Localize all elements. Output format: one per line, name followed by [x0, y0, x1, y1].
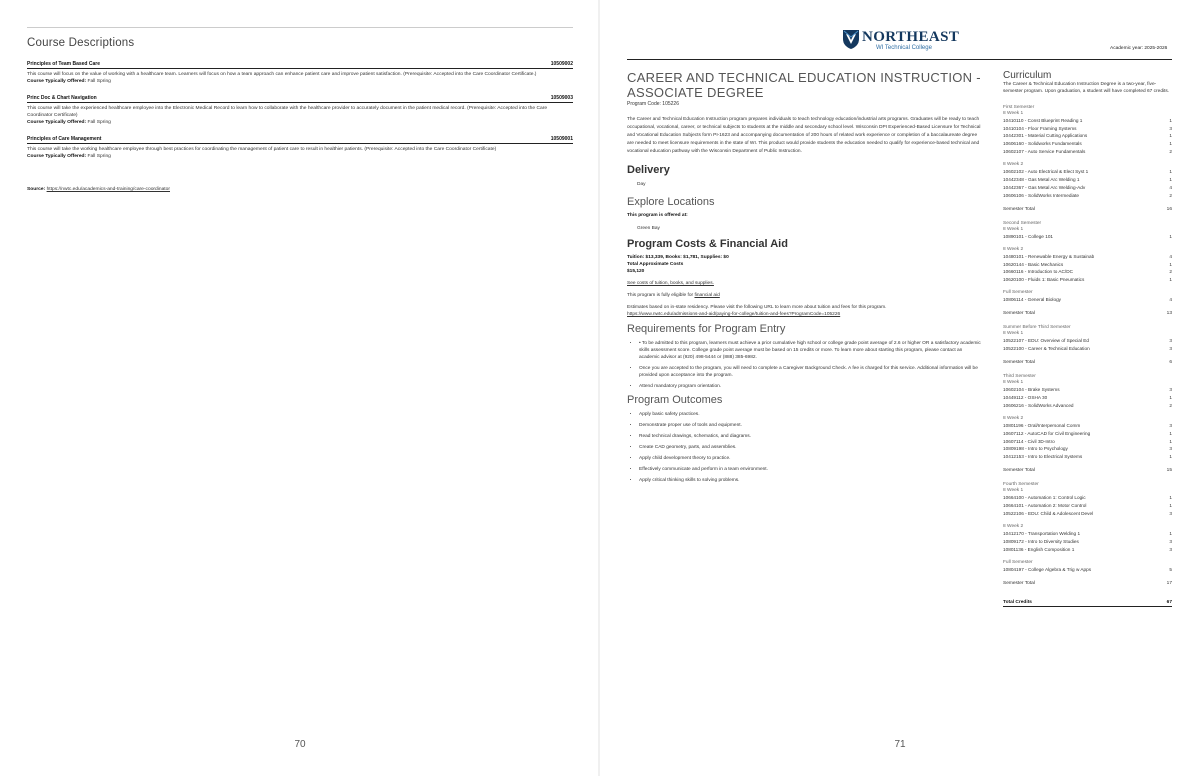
- course-offered: [27, 119, 573, 126]
- course-title: 10412170 - Transportation Welding 1: [1003, 530, 1081, 536]
- semester-total-row: [1003, 360, 1172, 365]
- costs-line: Tuition: $13,339, Books: $1,781, Supplies: $0: [627, 254, 729, 260]
- course-list: [27, 61, 573, 170]
- outcome-item: • Read technical drawings, schematics, and diagrams.: [639, 433, 983, 440]
- semester: [1003, 105, 1172, 212]
- course-title: 10620144 - Basic Mechanics: [1003, 261, 1064, 267]
- curriculum-course-row: [1003, 184, 1172, 192]
- course-title: 10660116 - Introduction to AC/DC: [1003, 269, 1074, 275]
- course-title: 10664100 - Automation 1: Control Logic: [1003, 495, 1086, 501]
- semester-total-value: 6: [1169, 360, 1172, 365]
- course-entry: [27, 61, 573, 85]
- shield-icon: [842, 28, 860, 50]
- outcomes-heading: Program Outcomes: [627, 393, 723, 406]
- semester: [1003, 325, 1172, 365]
- course-name: Principles of Care Management: [27, 136, 102, 142]
- course-credits: 3: [1169, 538, 1172, 544]
- outcome-item: • Demonstrate proper use of tools and equipment.: [639, 422, 983, 429]
- course-title: 10809172 - Intro to Diversity Studies: [1003, 538, 1079, 544]
- course-credits: 1: [1169, 495, 1172, 501]
- outcome-item: • Apply critical thinking skills to solving problems.: [639, 477, 983, 484]
- curriculum-course-row: [1003, 125, 1172, 133]
- curriculum-course-row: [1003, 538, 1172, 546]
- semester-total-value: 17: [1166, 580, 1172, 586]
- outcome-item: • Effectively communicate and perform in a team environment.: [639, 466, 983, 473]
- curriculum-course-row: [1003, 422, 1172, 430]
- course-title: 10801136 - English Composition 1: [1003, 546, 1075, 552]
- logo-name: NORTHEAST: [862, 29, 960, 45]
- course-credits: 1: [1169, 438, 1172, 444]
- offered-value: Fall Spring: [87, 120, 111, 125]
- course-credits: 2: [1169, 402, 1172, 408]
- course-offered: [27, 153, 573, 160]
- semester: [1003, 374, 1172, 473]
- term-block: [1003, 488, 1172, 518]
- course-credits: 3: [1169, 511, 1172, 517]
- course-credits: 3: [1169, 546, 1172, 552]
- course-credits: 3: [1169, 446, 1172, 452]
- costs-heading: Program Costs & Financial Aid: [627, 237, 788, 250]
- curriculum-title: Curriculum: [1003, 70, 1052, 81]
- source-link[interactable]: https://nwtc.edu/academics-and-training/care-coordinator: [46, 187, 170, 192]
- header-rule: [627, 59, 1172, 60]
- course-code: 10509002: [550, 61, 573, 67]
- right-page: [600, 0, 1200, 776]
- curriculum-course-row: [1003, 192, 1172, 200]
- course-credits: 3: [1169, 346, 1172, 352]
- course-title: 10606216 - SolidWorks Advanced: [1003, 402, 1074, 408]
- delivery-value: Day: [637, 181, 646, 187]
- page-number: 70: [294, 739, 306, 750]
- location-value: Green Bay: [637, 225, 660, 231]
- course-title: 10606160 - Solidworks Fundamentals: [1003, 141, 1082, 147]
- course-title: 10480101 - Renewable Energy & Sustainab: [1003, 253, 1095, 259]
- curriculum-intro: The Career & Technical Education Instruction Degree is a two-year, five-semester program. Upon graduation, a student will have completed 67 credits.: [1003, 82, 1170, 94]
- curriculum-course-row: [1003, 233, 1172, 241]
- semester-total-value: 15: [1166, 468, 1172, 474]
- tuition-url[interactable]: https://www.nwtc.edu/admissions-and-aid/paying-for-college/tuition-and-fees?ProgramCode=105226: [627, 311, 841, 317]
- outcome-item: • Apply child development theory to practice.: [639, 455, 983, 462]
- course-title: 10607114 - Civil 3D-Intro: [1003, 438, 1055, 444]
- delivery-heading: Delivery: [627, 163, 670, 176]
- term-block: [1003, 416, 1172, 462]
- course-credits: 1: [1169, 141, 1172, 147]
- curriculum-course-row: [1003, 494, 1172, 502]
- curriculum-course-row: [1003, 117, 1172, 125]
- total-credits-row: [1003, 600, 1172, 607]
- left-page: [0, 0, 598, 776]
- financial-aid-text: This program is fully eligible for: [627, 292, 694, 298]
- curriculum-course-row: [1003, 445, 1172, 453]
- estimate-text: Estimates based on in-state residency. Please visit the following URL to learn more about tuition and fees for this program.: [627, 304, 887, 310]
- term-label: 8 Week 2: [1003, 523, 1024, 529]
- course-credits: 3: [1169, 387, 1172, 392]
- course-header: [27, 95, 573, 103]
- term-block: [1003, 524, 1172, 554]
- curriculum-course-row: [1003, 510, 1172, 518]
- course-credits: 1: [1169, 133, 1172, 139]
- course-entry: [27, 95, 573, 126]
- course-title: 10442367 - Gas Metal Arc Welding-Adv: [1003, 184, 1086, 190]
- course-title: 10620100 - Fluids 1: Basic Pneumatics: [1003, 277, 1085, 283]
- curriculum-course-row: [1003, 148, 1172, 156]
- course-title: 10801196 - Oral/Interpersonal Comm: [1003, 422, 1081, 428]
- course-title: 10410104 - Floor Framing Systems: [1003, 125, 1077, 131]
- requirement-item: • Once you are accepted to the program, you will need to complete a Caregiver Background Check. A fee is charged for this service. Additional information will be provided upon acceptance into the program.: [639, 365, 983, 379]
- semester-total-label: Semester Total: [1003, 360, 1035, 365]
- semester-total-row: [1003, 311, 1172, 316]
- curriculum-course-row: [1003, 296, 1172, 304]
- course-title: 10809198 - Intro to Psychology: [1003, 446, 1068, 452]
- curriculum-course-row: [1003, 345, 1172, 353]
- outcomes-list: [627, 411, 983, 484]
- course-header: [27, 61, 573, 69]
- course-credits: 1: [1169, 530, 1172, 536]
- course-credits: 1: [1169, 277, 1172, 283]
- course-credits: 2: [1169, 269, 1172, 275]
- semester-total-value: 16: [1166, 206, 1172, 212]
- semester-name: First Semester: [1003, 104, 1035, 110]
- requirement-item: • Attend mandatory program orientation.: [639, 383, 983, 390]
- source-label: Source:: [27, 187, 46, 192]
- course-title: 10606106 - SolidWorks Intermediate: [1003, 192, 1079, 198]
- course-title: 10522100 - Career & Technical Education: [1003, 346, 1090, 352]
- semester-name: Summer Before Third Semester: [1003, 325, 1071, 331]
- course-credits: 3: [1169, 338, 1172, 344]
- term-label: 8 Week 1: [1003, 488, 1024, 494]
- curriculum-course-row: [1003, 502, 1172, 510]
- term-block: [1003, 111, 1172, 157]
- semester-name: Third Semester: [1003, 374, 1036, 379]
- locations-heading: Explore Locations: [627, 195, 715, 208]
- course-title: 10410110 - Const Blueprint Reading 1: [1003, 117, 1083, 123]
- course-descriptions-title: Course Descriptions: [27, 37, 135, 49]
- outcome-item: • Apply basic safety practices.: [639, 411, 983, 418]
- course-header: [27, 136, 573, 144]
- semester-total-row: [1003, 468, 1172, 473]
- course-credits: 1: [1169, 117, 1172, 123]
- curriculum-course-row: [1003, 453, 1172, 461]
- curriculum-course-row: [1003, 566, 1172, 574]
- semester-total-label: Semester Total: [1003, 468, 1035, 474]
- total-credits-value: 67: [1166, 599, 1172, 605]
- course-credits: 2: [1169, 149, 1172, 155]
- term-block: [1003, 560, 1172, 574]
- curriculum-course-row: [1003, 253, 1172, 261]
- semester-total-label: Semester Total: [1003, 206, 1035, 212]
- term-block: [1003, 380, 1172, 410]
- course-credits: 1: [1169, 261, 1172, 267]
- course-description: This course will take the working healthcare employee through best practices for coordinating the management of patient care to result in healthier patients. (Prerequisite: Accepted into the Care Coordinator Certificate): [27, 147, 497, 152]
- semester: [1003, 221, 1172, 316]
- course-code: 10509003: [550, 95, 573, 101]
- semester-total-label: Semester Total: [1003, 580, 1035, 586]
- total-credits-label: Total Credits: [1003, 599, 1032, 605]
- program-main-column: [627, 70, 983, 488]
- requirement-item: • • To be admitted to this program, learners must achieve a prior cumulative high school or college grade point average of 2.6 or higher OR a satisfactory academic skills assessment score. College grade point average must be based on 15 credits or more. To learn more about starting this program, please contact an academic advisor at (920) 498-5444 or (888) 385-6982.: [639, 340, 983, 361]
- program-code: Program Code: 105226: [627, 101, 679, 107]
- semester-name: Second Semester: [1003, 220, 1042, 226]
- curriculum-course-row: [1003, 276, 1172, 284]
- curriculum-course-row: [1003, 140, 1172, 148]
- offered-label: Course Typically Offered:: [27, 154, 87, 159]
- course-title: 10890101 - College 101: [1003, 233, 1054, 239]
- course-title: 10522106 - EDU: Child & Adolescent Devel: [1003, 511, 1094, 517]
- course-credits: 1: [1169, 503, 1172, 509]
- requirements-list: [627, 340, 983, 390]
- course-code: 10509001: [550, 136, 573, 142]
- course-credits: 1: [1169, 233, 1172, 239]
- term-label: 8 Week 1: [1003, 380, 1024, 385]
- costs-link[interactable]: See costs of tuition, books, and supplies.: [627, 280, 714, 286]
- course-name: Princ Doc & Chart Navigation: [27, 95, 97, 101]
- curriculum-course-row: [1003, 337, 1172, 345]
- curriculum-course-row: [1003, 530, 1172, 538]
- semester-total-row: [1003, 207, 1172, 212]
- course-title: 10602104 - Brake Systems: [1003, 387, 1060, 392]
- course-credits: 4: [1169, 253, 1172, 259]
- top-rule: [27, 27, 573, 28]
- course-credits: 1: [1169, 394, 1172, 400]
- offered-label: Course Typically Offered:: [27, 79, 87, 84]
- offered-value: Fall Spring: [87, 79, 111, 84]
- offered-label: Course Typically Offered:: [27, 120, 87, 125]
- course-title: 10412153 - Intro to Electrical Systems: [1003, 454, 1083, 460]
- course-title: 10804197 - College Algebra & Trig w Apps: [1003, 566, 1092, 572]
- term-block: [1003, 227, 1172, 241]
- term-label: 8 Week 2: [1003, 162, 1024, 168]
- curriculum-course-row: [1003, 438, 1172, 446]
- semester-name: Fourth Semester: [1003, 482, 1039, 488]
- term-block: [1003, 290, 1172, 304]
- outcome-item: • Create CAD geometry, parts, and assemblies.: [639, 444, 983, 451]
- degree-title: CAREER AND TECHNICAL EDUCATION INSTRUCTION - ASSOCIATE DEGREE: [627, 70, 981, 100]
- offered-value: Fall Spring: [87, 154, 111, 159]
- course-description: This course will take the experienced healthcare employee into the Electronic Medical Record to learn how to collaborate with the healthcare provider to accurately document in the patient medical record. (Prerequisite: Accepted into the Care Coordinator Certificate): [27, 106, 548, 118]
- curriculum-course-row: [1003, 402, 1172, 410]
- curriculum-column: [1003, 70, 1172, 607]
- curriculum-course-row: [1003, 394, 1172, 402]
- curriculum-course-row: [1003, 261, 1172, 269]
- term-label: Full Semester: [1003, 559, 1033, 565]
- financial-aid-link[interactable]: financial aid: [694, 292, 720, 298]
- curriculum-course-row: [1003, 268, 1172, 276]
- course-title: 10449112 - OSHA 30: [1003, 394, 1048, 400]
- academic-year: Academic year: 2025-2026: [1110, 46, 1168, 51]
- curriculum-course-row: [1003, 168, 1172, 176]
- term-block: [1003, 331, 1172, 353]
- semester-total-row: [1003, 581, 1172, 586]
- semester-total-label: Semester Total: [1003, 311, 1035, 317]
- course-credits: 3: [1169, 422, 1172, 428]
- course-credits: 5: [1169, 566, 1172, 572]
- requirements-heading: Requirements for Program Entry: [627, 322, 786, 335]
- term-label: 8 Week 2: [1003, 246, 1024, 252]
- course-title: 10442301 - Material Cutting Applications: [1003, 133, 1088, 139]
- source-line: [27, 187, 170, 192]
- course-title: 10442348 - Gas Metal Arc Welding 1: [1003, 177, 1080, 183]
- page-number: 71: [894, 739, 906, 750]
- course-description: This course will focus on the value of working with a healthcare team. Learners will focus on how a team approach can enhance patient care and improve patient satisfaction. (Prerequisite: Accepted into the Care Coordinator Certificate.): [27, 72, 537, 77]
- total-cost-label: Total Approximate Costs: [627, 261, 684, 267]
- curriculum-course-row: [1003, 430, 1172, 438]
- course-entry: [27, 136, 573, 160]
- locations-note: This program is offered at:: [627, 212, 688, 218]
- course-credits: 4: [1169, 184, 1172, 190]
- course-credits: 1: [1169, 454, 1172, 460]
- term-label: 8 Week 1: [1003, 331, 1024, 337]
- course-credits: 1: [1169, 430, 1172, 436]
- course-title: 10522107 - EDU: Overview of Special Ed: [1003, 338, 1089, 344]
- curriculum-course-row: [1003, 132, 1172, 140]
- term-block: [1003, 247, 1172, 285]
- course-title: 10602102 - Auto Electrical & Elect Syst 1: [1003, 169, 1089, 175]
- course-credits: 2: [1169, 192, 1172, 198]
- financial-aid-line: [627, 292, 983, 299]
- college-logo: [842, 27, 962, 55]
- term-label: 8 Week 1: [1003, 226, 1024, 232]
- curriculum-course-row: [1003, 386, 1172, 394]
- course-title: 10664101 - Automation 2: Motor Control: [1003, 503, 1087, 509]
- course-credits: 1: [1169, 169, 1172, 175]
- course-name: Principles of Team Based Care: [27, 61, 100, 67]
- curriculum-course-row: [1003, 546, 1172, 554]
- course-title: 10806114 - General Biology: [1003, 297, 1062, 303]
- term-label: 8 Week 2: [1003, 415, 1024, 421]
- curriculum-course-row: [1003, 176, 1172, 184]
- total-cost-value: $15,120: [627, 268, 645, 274]
- course-credits: 3: [1169, 125, 1172, 131]
- semester-list: [1003, 105, 1172, 586]
- term-label: 8 Week 1: [1003, 110, 1024, 116]
- term-label: Full Semester: [1003, 290, 1033, 296]
- program-intro: The Career and Technical Education Instruction program prepares individuals to teach technology education/industrial arts programs. Graduates will be ready to teach occupational, vocational, career, or technical subjects to students at the middle and secondary school level. Wisconsin DPI Experienced-Based Licensure for Technical and Vocational Education Subjects form PI-1623 and accompanying documentation of 200 hours of related work experience or completion of a baccalaureate degree are needed to meet licensure requirements in the state of WI. This product would provide students the education needed to qualify for experience-based technical and vocational education pathway with the Wisconsin Department of Public Instruction.: [627, 117, 981, 154]
- course-credits: 4: [1169, 297, 1172, 303]
- term-block: [1003, 162, 1172, 200]
- course-offered: [27, 78, 573, 85]
- semester-total-value: 13: [1166, 311, 1172, 317]
- course-title: 10607112 - AutoCAD for Civil Engineering: [1003, 430, 1091, 436]
- course-credits: 1: [1169, 177, 1172, 183]
- logo-subtitle: WI Technical College: [876, 45, 932, 51]
- semester: [1003, 482, 1172, 585]
- course-title: 10602107 - Auto Service Fundamentals: [1003, 149, 1086, 155]
